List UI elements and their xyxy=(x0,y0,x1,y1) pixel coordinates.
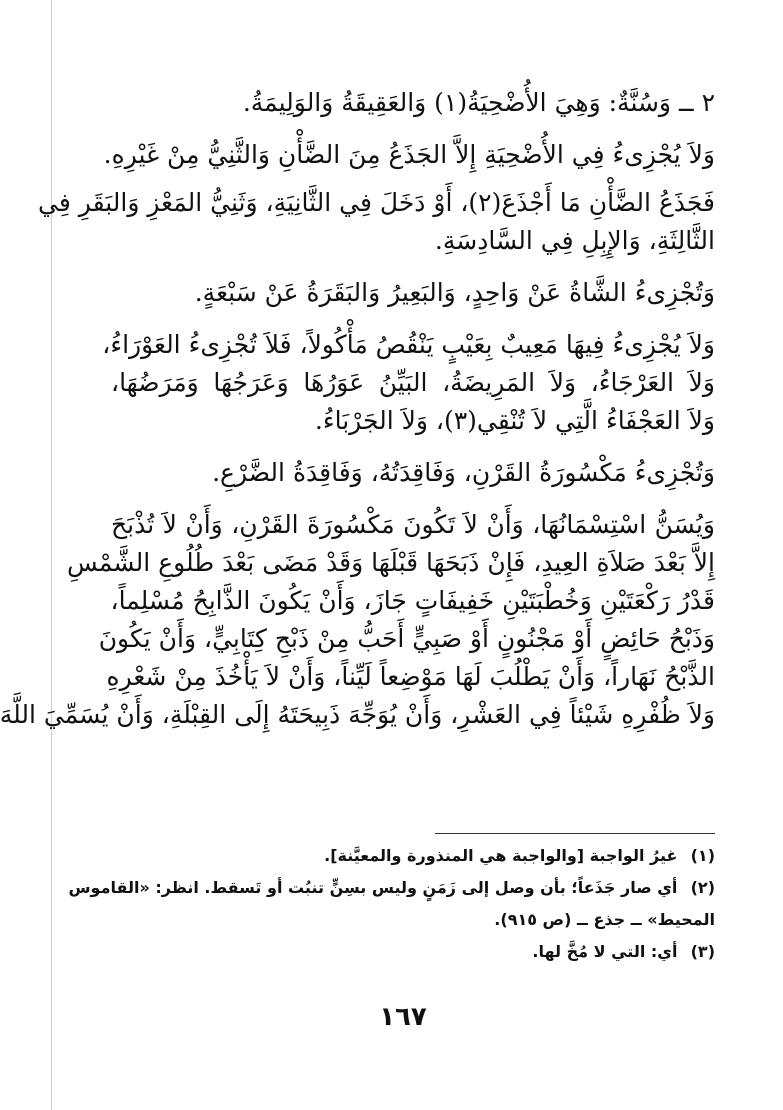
text-line: وَتُجْزِىءُ مَكْسُورَةُ القَرْنِ، وَفَاقِدَتُهُ، وَفَاقِدَةُ الضَّرْعِ. xyxy=(212,458,715,487)
text-line: قَدْرُ رَكْعَتَيْنِ وَخُطْبَتَيْنِ خَفِيفَاتٍ جَازَ، وَأَنْ يَكُونَ الذَّابِحُ مُسْلِماً، xyxy=(110,586,715,615)
paragraph-2 xyxy=(38,184,715,260)
text-line: الثَّالِثَةِ، وَالإِبِلِ فِي السَّادِسَةِ. xyxy=(434,226,715,255)
text-line: فَجَذَعُ الضَّأْنِ مَا أَجْذَعَ(٢)، أَوْ دَخَلَ فِي الثَّانِيَةِ، وَثَنِيُّ المَعْزِ وَالبَقَرِ فِي xyxy=(38,188,715,217)
footnote-number: (٢) xyxy=(690,878,715,897)
margin-rule xyxy=(51,0,52,1110)
paragraph-6 xyxy=(0,506,715,734)
paragraph-5 xyxy=(111,454,715,492)
section-heading: ٢ ــ وَسُنَّةٌ: وَهِيَ الأُضْحِيَةُ(١) وَالعَقِيقَةُ وَالوَلِيمَةُ. xyxy=(242,88,715,117)
paragraph-4 xyxy=(102,326,715,440)
footnotes xyxy=(68,840,715,968)
text-line: وَلاَ ظُفْرِهِ شَيْئاً فِي العَشْرِ، وَأَنْ يُوَجِّهَ ذَبِيحَتَهُ إِلَى القِبْلَةِ، وَأَنْ يُسَمِّيَ اللَّهَ xyxy=(0,700,715,729)
footnote-text: أي صار جَذَعاً؛ بأن وصل إلى زَمَنٍ وليس بسِنٍّ تنبُت أو تَسقط. انظر: «القاموس xyxy=(68,878,678,897)
footnote-number: (١) xyxy=(690,846,715,865)
footnote-3 xyxy=(111,936,715,968)
text-line: وَيُسَنُّ اسْتِسْمَانُهَا، وَأَنْ لاَ تَكُونَ مَكْسُورَةَ القَرْنِ، وَأَنْ لاَ تُذْبَحَ xyxy=(111,510,715,539)
text-line: وَتُجْزِىءُ الشَّاةُ عَنْ وَاحِدٍ، وَالبَعِيرُ وَالبَقَرَةُ عَنْ سَبْعَةٍ. xyxy=(194,278,715,307)
footnote-2 xyxy=(68,872,715,936)
text-line: الذَّبْحُ نَهَاراً، وَأَنْ يَطْلُبَ لَهَا مَوْضِعاً لَيِّناً، وَأَنْ لاَ يَأْخُذَ مِنْ شَعْرِهِ xyxy=(106,662,715,691)
footnote-separator xyxy=(435,833,715,834)
text-line: وَذَبْحُ حَائِضٍ أَوْ مَجْنُونٍ أَوْ صَبِيٍّ أَحَبُّ مِنْ ذَبْحِ كِتَابِيٍّ، وَأَنْ يَكُونَ xyxy=(98,624,715,653)
text-line: وَلاَ العَرْجَاءُ، وَلاَ المَرِيضَةُ، البَيِّنُ عَوَرُهَا وَعَرَجُهَا وَمَرَضُهَا، xyxy=(111,368,715,397)
text-line: وَلاَ يُجْزِىءُ فِي الأُضْحِيَةِ إِلاَّ الجَذَعُ مِنَ الضَّأْنِ وَالثَّنِيُّ مِنْ غَيْرِهِ. xyxy=(103,140,715,169)
paragraph-1 xyxy=(103,136,715,174)
footnote-text: غيرُ الواجبة [والواجبة هي المنذورة والمعيَّنة]. xyxy=(324,846,678,865)
paragraph-3 xyxy=(111,274,715,312)
footnote-1 xyxy=(111,840,715,872)
text-line: وَلاَ العَجْفَاءُ الَّتِي لاَ تُنْقِي(٣)، وَلاَ الجَرْبَاءُ. xyxy=(314,406,715,435)
page-number: ١٦٧ xyxy=(379,1002,427,1032)
footnote-text: أي: التي لا مُخَّ لها. xyxy=(532,942,678,961)
footnote-text: المحيط» ــ جذع ــ (ص ٩١٥). xyxy=(494,910,715,929)
footnote-number: (٣) xyxy=(690,942,715,961)
text-line: إِلاَّ بَعْدَ صَلاَةِ العِيدِ، فَإِنْ ذَبَحَهَا قَبْلَهَا وَقَدْ مَضَى بَعْدَ طُلُوعِ الشَّمْسِ xyxy=(67,548,715,577)
text-line: وَلاَ يُجْزِىءُ فِيهَا مَعِيبٌ بِعَيْبٍ يَنْقُصُ مَأْكُولاً، فَلاَ تُجْزِىءُ العَوْرَاءُ، xyxy=(102,330,715,359)
main-text xyxy=(0,84,715,734)
